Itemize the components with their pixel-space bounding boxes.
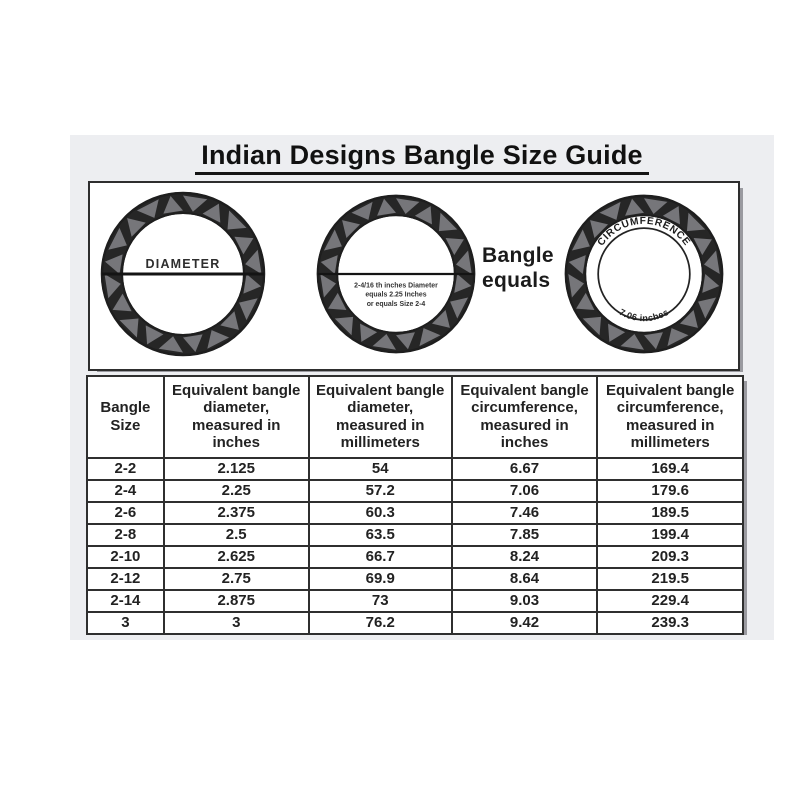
column-header: Bangle Size xyxy=(87,376,164,458)
table-cell: 7.06 xyxy=(452,480,598,502)
bangle-diagram-box xyxy=(88,181,740,371)
table-cell: 54 xyxy=(309,458,452,480)
table-cell: 69.9 xyxy=(309,568,452,590)
bangle-note-line: 2-4/16 th inches Diameter xyxy=(354,282,438,290)
diameter-label: DIAMETER xyxy=(145,257,221,271)
bangle-size-table xyxy=(86,375,744,635)
table-cell: 2-8 xyxy=(87,524,164,546)
table-cell: 8.64 xyxy=(452,568,598,590)
table-cell: 2.5 xyxy=(164,524,309,546)
table-cell: 2-4 xyxy=(87,480,164,502)
bangle-note-line: equals 2.25 Inches xyxy=(365,291,427,299)
table-cell: 169.4 xyxy=(597,458,743,480)
table-cell: 2.875 xyxy=(164,590,309,612)
table-cell: 209.3 xyxy=(597,546,743,568)
table-cell: 2-14 xyxy=(87,590,164,612)
table-cell: 2-2 xyxy=(87,458,164,480)
table-header xyxy=(87,376,743,458)
bangle-note-line: or equals Size 2-4 xyxy=(366,300,426,308)
table-cell: 2.625 xyxy=(164,546,309,568)
circumference-label: CIRCUMFERENCE xyxy=(595,215,693,249)
column-header: Equivalent bangle circumference, measured in millimeters xyxy=(597,376,743,458)
table-cell: 60.3 xyxy=(309,502,452,524)
inner-measure-circle xyxy=(598,228,690,320)
bangle-equals-line2: equals xyxy=(482,269,551,293)
table-cell: 76.2 xyxy=(309,612,452,634)
table-row xyxy=(87,546,743,568)
table-cell: 2.25 xyxy=(164,480,309,502)
table-cell: 229.4 xyxy=(597,590,743,612)
table-cell: 2-12 xyxy=(87,568,164,590)
table-cell: 219.5 xyxy=(597,568,743,590)
table-row xyxy=(87,568,743,590)
bangle-equals-text xyxy=(482,243,568,293)
table-cell: 2.75 xyxy=(164,568,309,590)
table-cell: 6.67 xyxy=(452,458,598,480)
table-row xyxy=(87,480,743,502)
table-cell: 239.3 xyxy=(597,612,743,634)
table-cell: 2-10 xyxy=(87,546,164,568)
table-cell: 3 xyxy=(87,612,164,634)
table-body xyxy=(87,458,743,634)
title-wrap xyxy=(70,140,774,175)
table-cell: 73 xyxy=(309,590,452,612)
table-cell: 199.4 xyxy=(597,524,743,546)
column-header: Equivalent bangle circumference, measured in inches xyxy=(452,376,598,458)
table-row xyxy=(87,524,743,546)
column-header: Equivalent bangle diameter, measured in millimeters xyxy=(309,376,452,458)
page-title: Indian Designs Bangle Size Guide xyxy=(195,140,649,175)
table-cell: 2.125 xyxy=(164,458,309,480)
table-cell: 57.2 xyxy=(309,480,452,502)
table-row xyxy=(87,458,743,480)
table-cell: 7.46 xyxy=(452,502,598,524)
bangle-equals-line1: Bangle xyxy=(482,244,554,267)
table-cell: 2.375 xyxy=(164,502,309,524)
table-row xyxy=(87,590,743,612)
table-cell: 7.85 xyxy=(452,524,598,546)
size-guide-panel xyxy=(70,135,774,640)
table-cell: 63.5 xyxy=(309,524,452,546)
table-row xyxy=(87,612,743,634)
bangle-example-illustration xyxy=(314,192,478,356)
header-row xyxy=(87,376,743,458)
table-cell: 2-6 xyxy=(87,502,164,524)
table-cell: 189.5 xyxy=(597,502,743,524)
circumference-value: 7.06 inches xyxy=(617,306,671,324)
column-header: Equivalent bangle diameter, measured in inches xyxy=(164,376,309,458)
bangle-diameter-illustration xyxy=(98,189,268,359)
table-cell: 179.6 xyxy=(597,480,743,502)
table-cell: 3 xyxy=(164,612,309,634)
table-cell: 9.03 xyxy=(452,590,598,612)
table-row xyxy=(87,502,743,524)
table-cell: 9.42 xyxy=(452,612,598,634)
table-cell: 8.24 xyxy=(452,546,598,568)
bangle-circumference-illustration xyxy=(562,192,726,356)
table-cell: 66.7 xyxy=(309,546,452,568)
